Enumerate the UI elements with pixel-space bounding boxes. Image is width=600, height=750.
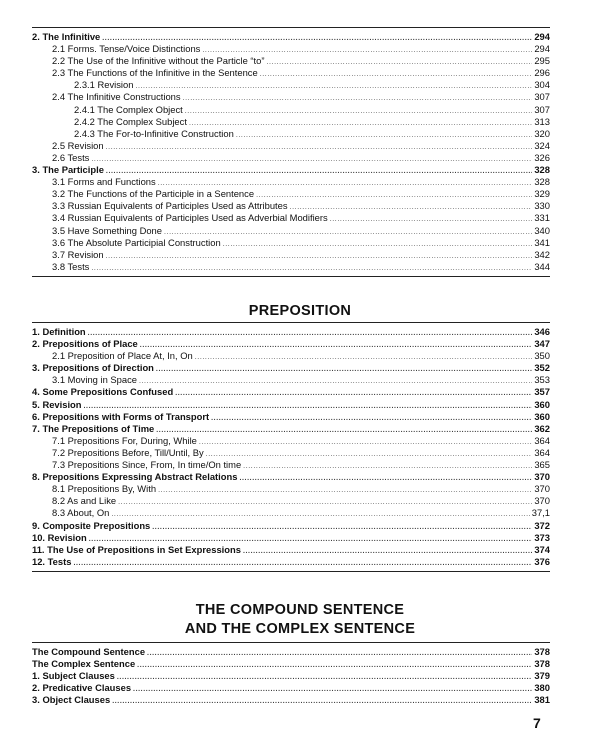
toc-entry: 12. Tests ..... 376 [32,556,550,568]
toc-entry: 2.4.1 The Complex Object ..... 307 [32,104,550,116]
toc-entry: 3. Prepositions of Direction ..... 352 [32,362,550,374]
toc-entry: 3.8 Tests ..... 344 [32,261,550,273]
toc-entry: 10. Revision ..... 373 [32,532,550,544]
section-heading-compound-line1: THE COMPOUND SENTENCE [195,602,405,618]
toc-entry: 2.2 The Use of the Infinitive without the Particle “to” ..... 295 [32,55,550,67]
toc-entry: 2.4.2 The Complex Subject ..... 313 [32,116,550,128]
toc-entry: 7.2 Prepositions Before, Till/Until, By ..... 364 [32,447,550,459]
toc-entry: 2. Predicative Clauses ..... 380 [32,682,550,694]
toc-entry: 7.3 Prepositions Since, From, In time/On time ..... 365 [32,459,550,471]
section-heading-compound-line2: AND THE COMPLEX SENTENCE [184,621,416,637]
section-heading-preposition: PREPOSITION [248,303,352,319]
toc-entry: 3.2 The Functions of the Participle in a Sentence ..... 329 [32,188,550,200]
toc-entry: 2. Prepositions of Place ..... 347 [32,338,550,350]
toc-entry: The Complex Sentence ..... 378 [32,658,550,670]
toc-entry: 11. The Use of Prepositions in Set Expressions ..... 374 [32,544,550,556]
toc-entry: 4. Some Prepositions Confused ..... 357 [32,386,550,398]
toc-entry: 6. Prepositions with Forms of Transport ..... 360 [32,411,550,423]
toc-entry: 3. Object Clauses ..... 381 [32,694,550,706]
toc-entry: 2.4 The Infinitive Constructions ..... 307 [32,91,550,103]
toc-preposition [32,322,550,572]
toc-entry: 3. The Participle ..... 328 [32,164,550,176]
toc-entry: 5. Revision ..... 360 [32,399,550,411]
toc-entry: 2. The Infinitive ..... 294 [32,31,550,43]
toc-verbs [32,27,550,277]
toc-entry: 2.1 Preposition of Place At, In, On ..... 350 [32,350,550,362]
toc-entry: 3.3 Russian Equivalents of Participles Used as Attributes ..... 330 [32,200,550,212]
toc-entry: The Compound Sentence ..... 378 [32,646,550,658]
toc-entry: 2.4.3 The For-to-Infinitive Construction ..... 320 [32,128,550,140]
toc-entry: 3.1 Moving in Space ..... 353 [32,374,550,386]
toc-entry: 2.5 Revision ..... 324 [32,140,550,152]
toc-entry: 2.1 Forms. Tense/Voice Distinctions ..... 294 [32,43,550,55]
page-number: 7 [533,715,541,731]
toc-entry: 8.2 As and Like ..... 370 [32,495,550,507]
toc-entry: 1. Subject Clauses ..... 379 [32,670,550,682]
toc-entry: 8.1 Prepositions By, With ..... 370 [32,483,550,495]
toc-compound [32,642,550,709]
toc-entry: 3.5 Have Something Done ..... 340 [32,225,550,237]
toc-entry: 1. Definition ..... 346 [32,326,550,338]
toc-entry: 7.1 Prepositions For, During, While ..... 364 [32,435,550,447]
toc-entry: 3.1 Forms and Functions ..... 328 [32,176,550,188]
toc-entry: 2.3 The Functions of the Infinitive in the Sentence ..... 296 [32,67,550,79]
toc-entry: 7. The Prepositions of Time ..... 362 [32,423,550,435]
toc-entry: 3.6 The Absolute Participial Construction ..... 341 [32,237,550,249]
toc-entry: 9. Composite Prepositions ..... 372 [32,520,550,532]
toc-entry: 8.3 About, On ..... 37,1 [32,507,550,519]
toc-entry: 2.3.1 Revision ..... 304 [32,79,550,91]
toc-entry: 8. Prepositions Expressing Abstract Relations ..... 370 [32,471,550,483]
toc-entry: 3.4 Russian Equivalents of Participles Used as Adverbial Modifiers ..... 331 [32,212,550,224]
toc-entry: 2.6 Tests ..... 326 [32,152,550,164]
toc-entry: 3.7 Revision ..... 342 [32,249,550,261]
